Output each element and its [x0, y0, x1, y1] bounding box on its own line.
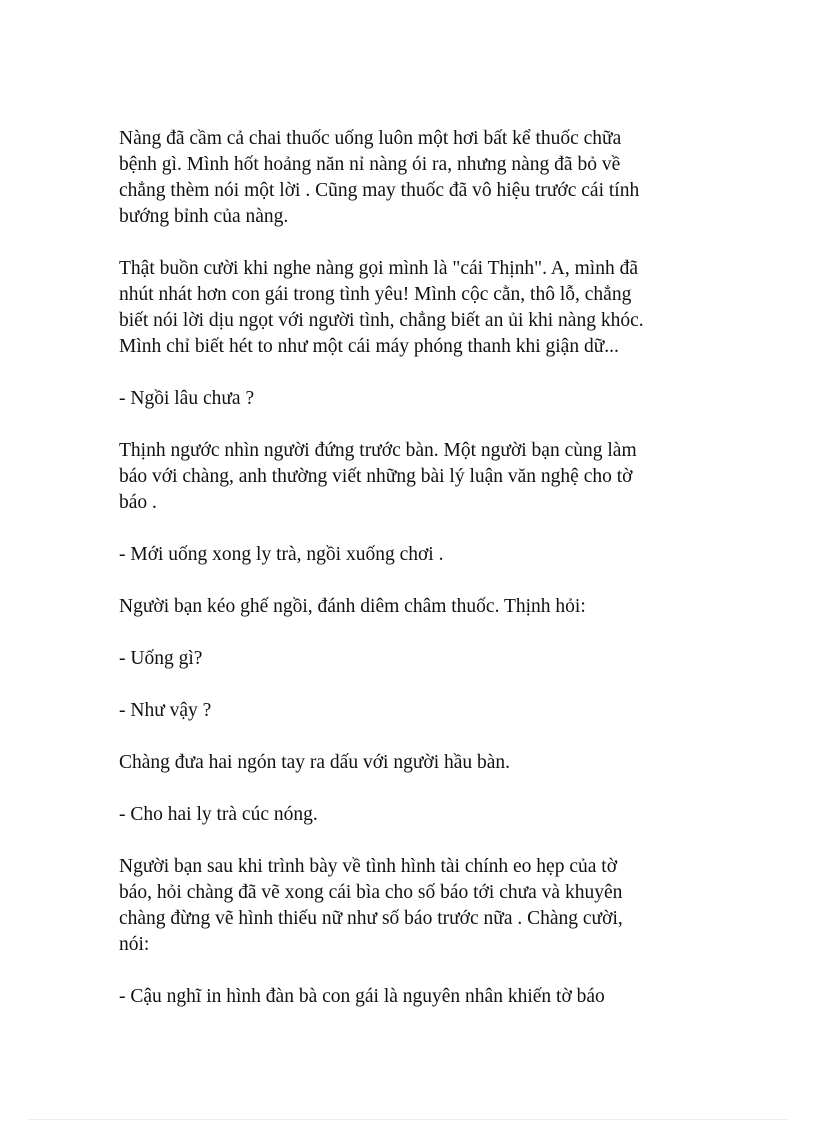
text-line: - Mới uống xong ly trà, ngồi xuống chơi . [119, 544, 444, 565]
text-line: Người bạn sau khi trình bày về tình hình tài chính eo hẹp của tờ [119, 856, 618, 877]
text-line: nhút nhát hơn con gái trong tình yêu! Mình cộc cằn, thô lỗ, chẳng [119, 284, 632, 305]
text-line: bệnh gì. Mình hốt hoảng năn nỉ nàng ói ra, nhưng nàng đã bỏ về [119, 154, 621, 175]
text-line: Mình chỉ biết hét to như một cái máy phóng thanh khi giận dữ... [119, 336, 619, 357]
paragraph-5 [119, 750, 699, 776]
paragraph-4 [119, 594, 699, 620]
document-body [119, 126, 699, 1036]
dialogue-line-2 [119, 542, 699, 568]
text-line: báo, hỏi chàng đã vẽ xong cái bìa cho số báo tới chưa và khuyên [119, 882, 623, 903]
text-line: chẳng thèm nói một lời . Cũng may thuốc đã vô hiệu trước cái tính [119, 180, 640, 201]
text-line: Chàng đưa hai ngón tay ra dấu với người hầu bàn. [119, 752, 511, 773]
text-line: Người bạn kéo ghế ngồi, đánh diêm châm thuốc. Thịnh hỏi: [119, 596, 586, 617]
dialogue-line-4 [119, 698, 699, 724]
text-line: - Như vậy ? [119, 700, 212, 721]
dialogue-line-3 [119, 646, 699, 672]
paragraph-6 [119, 854, 699, 958]
page-bottom-divider [28, 1119, 788, 1120]
text-line: - Uống gì? [119, 648, 203, 669]
text-line: Thịnh ngước nhìn người đứng trước bàn. Một người bạn cùng làm [119, 440, 637, 461]
paragraph-3 [119, 438, 699, 516]
text-line: - Cho hai ly trà cúc nóng. [119, 804, 318, 825]
dialogue-line-5 [119, 802, 699, 828]
text-line: báo . [119, 492, 157, 513]
paragraph-2 [119, 256, 699, 360]
text-line: nói: [119, 934, 150, 955]
text-line: báo với chàng, anh thường viết những bài lý luận văn nghệ cho tờ [119, 466, 633, 487]
dialogue-line-1 [119, 386, 699, 412]
text-line: Nàng đã cầm cả chai thuốc uống luôn một hơi bất kể thuốc chữa [119, 128, 622, 149]
text-line: biết nói lời dịu ngọt với người tình, chẳng biết an ủi khi nàng khóc. [119, 310, 644, 331]
text-line: - Cậu nghĩ in hình đàn bà con gái là nguyên nhân khiến tờ báo [119, 986, 605, 1007]
paragraph-1 [119, 126, 699, 230]
text-line: chàng đừng vẽ hình thiếu nữ như số báo trước nữa . Chàng cười, [119, 908, 623, 929]
dialogue-line-6 [119, 984, 699, 1010]
text-line: bướng bỉnh của nàng. [119, 206, 289, 227]
text-line: Thật buồn cười khi nghe nàng gọi mình là "cái Thịnh". A, mình đã [119, 258, 638, 279]
text-line: - Ngồi lâu chưa ? [119, 388, 255, 409]
